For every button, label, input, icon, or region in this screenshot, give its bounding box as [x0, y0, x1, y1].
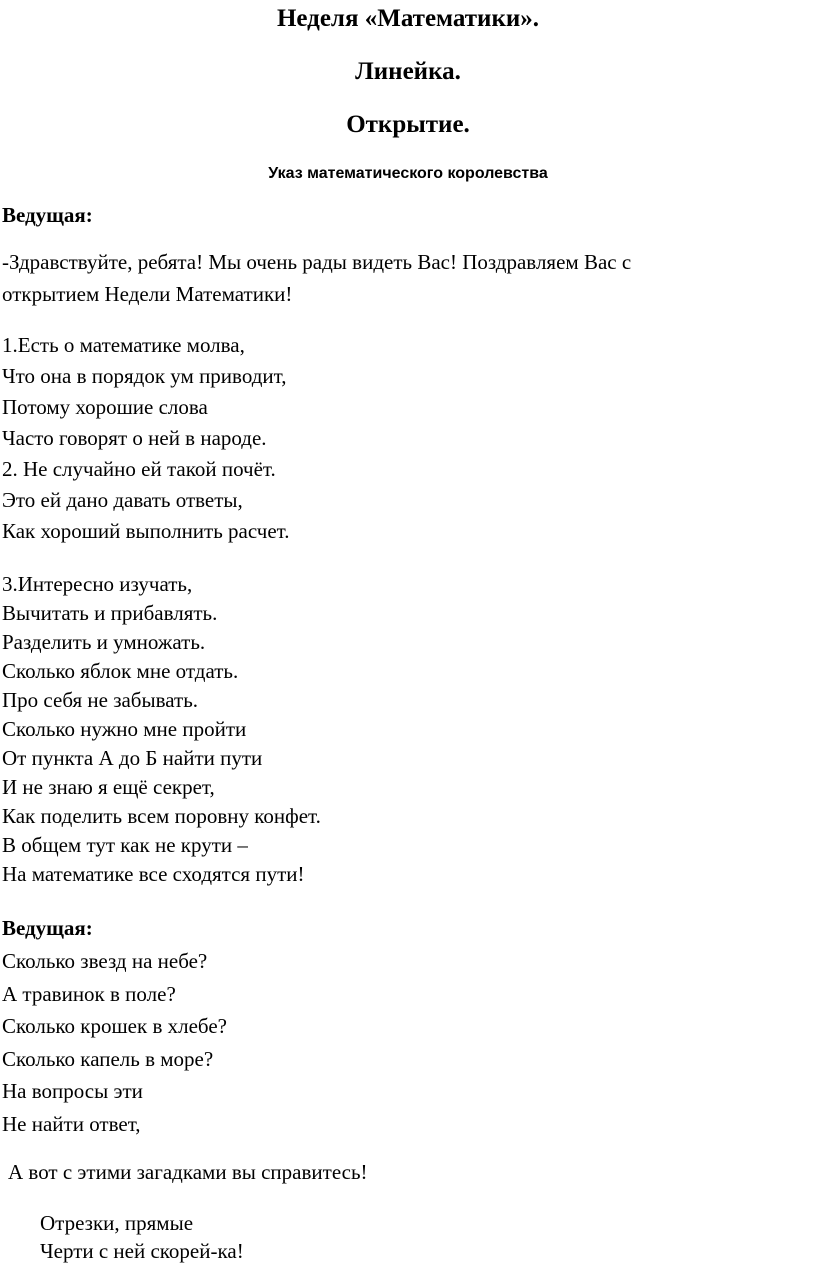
host-label: Ведущая:: [2, 916, 93, 940]
verse-line: Это ей дано давать ответы,: [2, 488, 243, 512]
verse-line: На вопросы эти: [2, 1079, 143, 1103]
verse-line: Сколько капель в море?: [2, 1046, 214, 1071]
verse-line: 3.Интересно изучать,: [2, 572, 193, 596]
riddles-intro: А вот с этими загадками вы справитесь!: [8, 1160, 368, 1184]
verse-line: Черти с ней скорей-ка!: [40, 1239, 244, 1263]
verse-line: Что она в порядок ум приводит,: [2, 364, 287, 388]
greeting-paragraph: [2, 246, 631, 310]
title-week: Неделя «Математики».: [276, 5, 540, 32]
verse-line: Не найти ответ,: [2, 1111, 141, 1136]
title-opening: Открытие.: [346, 111, 470, 138]
verse-line: Сколько нужно мне пройти: [2, 717, 247, 741]
verse-line: А травинок в поле?: [2, 981, 176, 1006]
verse-line: Вычитать и прибавлять.: [2, 601, 218, 625]
verse-line: Про себя не забывать.: [2, 688, 199, 712]
verse-line: 1.Есть о математике молва,: [2, 333, 245, 357]
host-verse: [2, 945, 227, 1140]
verse-line: 2. Не случайно ей такой почёт.: [2, 457, 276, 481]
verse-line: На математике все сходятся пути!: [2, 862, 305, 886]
verse-line: Сколько яблок мне отдать.: [2, 659, 239, 683]
text-line: открытием Недели Математики!: [2, 282, 293, 306]
verse-line: Как поделить всем поровну конфет.: [2, 804, 321, 828]
verse-line: Часто говорят о ней в народе.: [2, 426, 267, 450]
verse-1-2: [2, 330, 290, 547]
decree-heading: Указ математического королевства: [268, 165, 548, 182]
verse-line: И не знаю я ещё секрет,: [2, 775, 215, 799]
verse-3: [2, 570, 321, 889]
text-line: -Здравствуйте, ребята! Мы очень рады видеть Вас! Поздравляем Вас с: [2, 250, 632, 274]
title-line: Линейка.: [355, 58, 461, 85]
verse-line: Потому хорошие слова: [2, 395, 208, 419]
riddle-1: [40, 1209, 244, 1265]
verse-line: Сколько крошек в хлебе?: [2, 1014, 227, 1038]
verse-line: От пункта А до Б найти пути: [2, 746, 263, 770]
verse-line: Сколько звезд на небе?: [2, 949, 208, 973]
verse-line: Отрезки, прямые: [40, 1211, 194, 1235]
host-label: Ведущая:: [2, 203, 93, 227]
verse-line: Разделить и умножать.: [2, 630, 206, 654]
verse-line: В общем тут как не крути –: [2, 833, 248, 857]
verse-line: Как хороший выполнить расчет.: [2, 519, 290, 543]
